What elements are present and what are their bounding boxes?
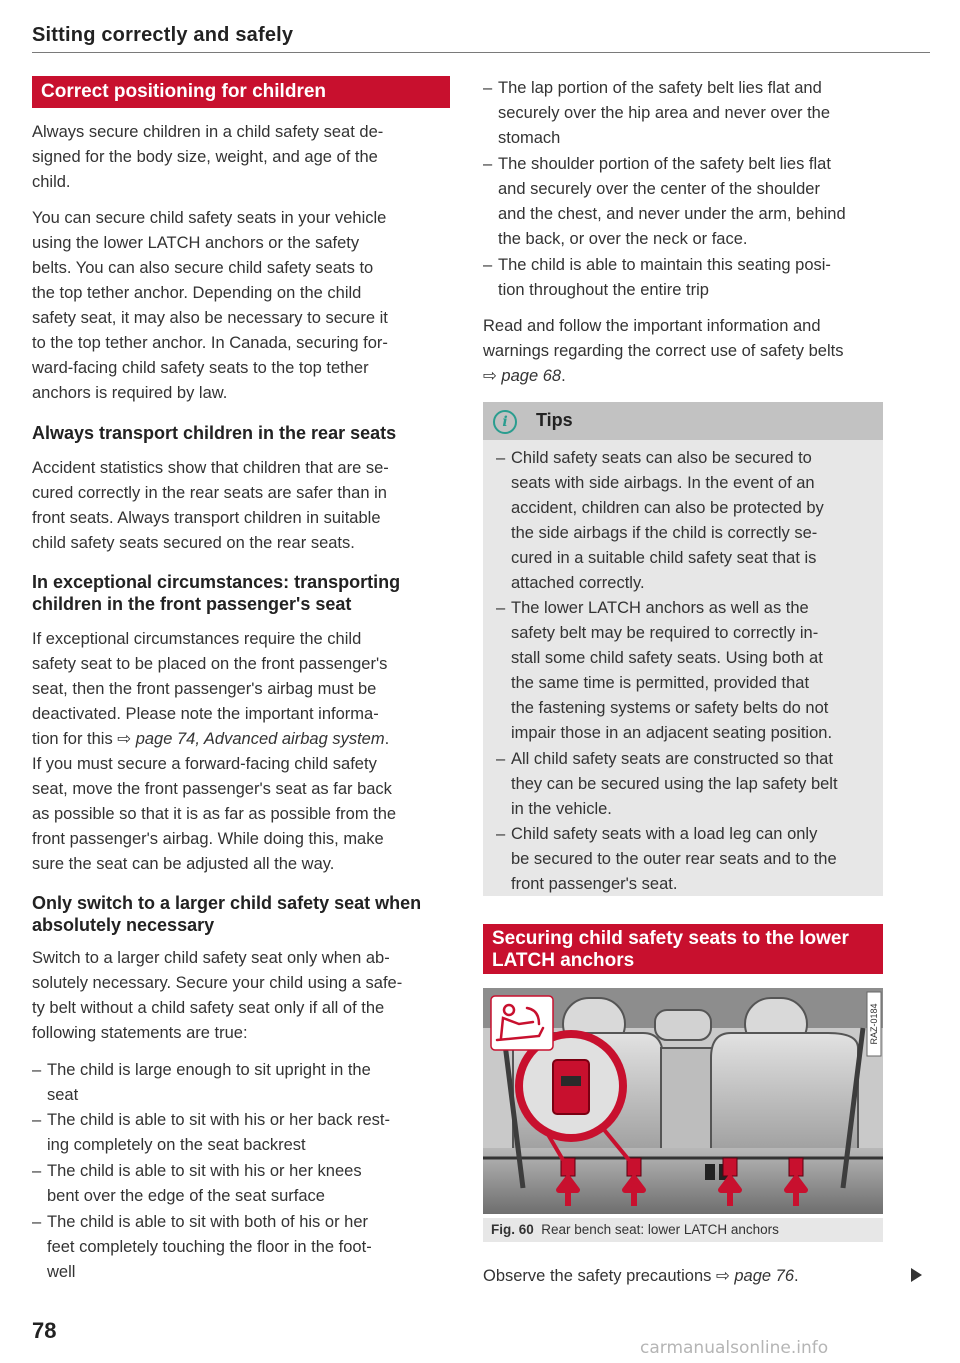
text-line: All child safety seats are constructed so that <box>511 750 833 768</box>
latch-paragraph <box>32 206 462 406</box>
text-line: signed for the body size, weight, and age of the <box>32 148 378 166</box>
text-line: The child is able to sit with his or her back rest- <box>47 1111 390 1129</box>
list-item <box>32 1058 462 1108</box>
text-line: the back, or over the neck or face. <box>498 230 748 248</box>
subheading-exceptional <box>32 571 462 615</box>
text-line: stomach <box>498 129 561 147</box>
text-line: solutely necessary. Secure your child using a safe- <box>32 974 403 992</box>
figure-caption-label: Fig. 60 <box>491 1222 534 1237</box>
tips-title: Tips <box>536 410 573 430</box>
text-line: feet completely touching the floor in the foot- <box>47 1238 372 1256</box>
text-line: child safety seats secured on the rear seats. <box>32 534 355 552</box>
page-76-link[interactable]: ⇨ page 76 <box>715 1267 795 1285</box>
text-line: following statements are true: <box>32 1024 248 1042</box>
section-title-correct-positioning <box>32 76 450 108</box>
text-line: Child safety seats with a load leg can only <box>511 825 818 843</box>
bullet-dash: – <box>483 256 493 274</box>
text-line: they can be secured using the lap safety belt <box>511 775 838 793</box>
text-line-with-ref <box>32 727 462 752</box>
backrest-center <box>661 1048 713 1158</box>
bullet-dash: – <box>483 155 493 173</box>
text-line: cured correctly in the rear seats are safer than in <box>32 484 387 502</box>
text-line: to the top tether anchor. In Canada, securing for- <box>32 334 388 352</box>
text-line: deactivated. Please note the important informa- <box>32 705 379 723</box>
text-line: The child is able to sit with his or her knees <box>47 1162 362 1180</box>
rear-bench-seat-illustration <box>483 988 883 1214</box>
next-page-arrow-icon[interactable] <box>911 1268 922 1282</box>
text-fragment: . <box>794 1267 799 1285</box>
bullet-dash: – <box>32 1213 42 1231</box>
text-line: The lower LATCH anchors as well as the <box>511 599 809 617</box>
page-number: 78 <box>32 1318 57 1343</box>
bullet-dash: – <box>32 1162 42 1180</box>
bullet-dash: – <box>32 1111 42 1129</box>
text-line: front seats. Always transport children in suitable <box>32 509 381 527</box>
page-header-title: Sitting correctly and safely <box>32 24 294 46</box>
text-line: ty belt without a child safety seat only if all of the <box>32 999 385 1017</box>
latch-anchor-1 <box>561 1158 575 1176</box>
read-follow-paragraph <box>483 314 903 389</box>
figure-caption-text: Rear bench seat: lower LATCH anchors <box>541 1222 779 1237</box>
text-line: front passenger's airbag. While doing this, make <box>32 830 384 848</box>
text-line: securely over the hip area and never over the <box>498 104 831 122</box>
figure-caption <box>483 1218 883 1242</box>
text-line: the fastening systems or safety belts do not <box>511 699 829 717</box>
text-line-with-ref <box>483 364 903 389</box>
text-fragment: . <box>561 367 566 385</box>
text-line: the side airbags if the child is correctly se- <box>511 524 818 542</box>
figure-rear-bench-seat <box>483 988 883 1214</box>
latch-anchor-bar <box>561 1076 581 1086</box>
latch-anchor-4 <box>789 1158 803 1176</box>
text-line: in the vehicle. <box>511 800 612 818</box>
text-line: seats with side airbags. In the event of an <box>511 474 815 492</box>
page-74-link[interactable]: ⇨ page 74, Advanced airbag system <box>117 730 385 748</box>
tips-box <box>483 402 883 896</box>
text-line: In exceptional circumstances: transporting <box>32 572 401 592</box>
text-line: ing completely on the seat backrest <box>47 1136 306 1154</box>
text-line: using the lower LATCH anchors or the safety <box>32 234 360 252</box>
text-line: Read and follow the important information and <box>483 317 821 335</box>
text-line: Child safety seats can also be secured to <box>511 449 812 467</box>
list-item <box>483 253 893 303</box>
text-line: impair those in an adjacent seating position. <box>511 724 833 742</box>
text-line: The lap portion of the safety belt lies flat and <box>498 79 822 97</box>
text-line: anchors is required by law. <box>32 384 228 402</box>
section-title-text: Correct positioning for children <box>41 81 327 102</box>
text-line: Securing child safety seats to the lower <box>492 928 849 949</box>
text-line: safety belt may be required to correctly in- <box>511 624 819 642</box>
bullet-dash: – <box>496 449 506 467</box>
bullet-dash: – <box>483 79 493 97</box>
intro-paragraph <box>32 120 462 195</box>
larger-seat-paragraph <box>32 946 462 1046</box>
text-line: as possible so that it is as far as possible from the <box>32 805 397 823</box>
text-line: Only switch to a larger child safety seat when <box>32 893 422 913</box>
list-item <box>496 596 881 746</box>
text-line: The child is able to sit with both of his or her <box>47 1213 368 1231</box>
text-line: You can secure child safety seats in your vehicle <box>32 209 387 227</box>
figure-code: RAZ-0184 <box>869 1003 879 1045</box>
text-line: safety seat to be placed on the front passenger's <box>32 655 388 673</box>
list-item <box>483 152 893 252</box>
text-line: If you must secure a forward-facing child safety <box>32 755 377 773</box>
text-line: accident, children can also be protected by <box>511 499 824 517</box>
text-line: safety seat, it may also be necessary to secure it <box>32 309 388 327</box>
bullet-dash: – <box>32 1061 42 1079</box>
text-line: The child is able to maintain this seating posi- <box>498 256 831 274</box>
text-line: warnings regarding the correct use of safety belts <box>483 342 844 360</box>
text-line: sure the seat can be adjusted all the way. <box>32 855 335 873</box>
bullet-dash: – <box>496 750 506 768</box>
observe-paragraph <box>483 1264 903 1289</box>
section-title-latch-anchors <box>483 924 883 974</box>
text-line: The child is large enough to sit upright in the <box>47 1061 371 1079</box>
bullet-dash: – <box>496 825 506 843</box>
text-line: children in the front passenger's seat <box>32 594 352 614</box>
list-item <box>32 1108 462 1158</box>
list-item <box>496 822 881 897</box>
text-line: Switch to a larger child safety seat only when ab- <box>32 949 390 967</box>
text-line: and the chest, and never under the arm, behind <box>498 205 846 223</box>
bullet-dash: – <box>496 599 506 617</box>
text-line: absolutely necessary <box>32 915 215 935</box>
text-line: the same time is permitted, provided that <box>511 674 810 692</box>
text-line: the top tether anchor. Depending on the child <box>32 284 362 302</box>
text-line: seat <box>47 1086 79 1104</box>
latch-anchor-detail <box>553 1060 589 1114</box>
text-line: ward-facing child safety seats to the top tether <box>32 359 369 377</box>
list-item <box>496 446 881 596</box>
backrest-right <box>711 1033 858 1158</box>
text-line: seat, move the front passenger's seat as far back <box>32 780 392 798</box>
list-item <box>32 1210 462 1285</box>
page-header <box>32 24 930 53</box>
text-line: stall some child safety seats. Using both at <box>511 649 823 667</box>
latch-anchor-2 <box>627 1158 641 1176</box>
text-line: The shoulder portion of the safety belt lies flat <box>498 155 831 173</box>
info-icon: i <box>493 410 517 434</box>
text-line: Accident statistics show that children that are se- <box>32 459 389 477</box>
text-line: belts. You can also secure child safety seats to <box>32 259 374 277</box>
text-line: LATCH anchors <box>492 950 635 971</box>
list-item <box>32 1159 462 1209</box>
buckle-center-1 <box>705 1164 715 1180</box>
text-fragment: tion for this <box>32 730 118 748</box>
text-fragment: Observe the safety precautions <box>483 1267 716 1285</box>
text-line: well <box>47 1263 76 1281</box>
text-line: front passenger's seat. <box>511 875 678 893</box>
text-line: and securely over the center of the shoulder <box>498 180 820 198</box>
text-line: cured in a suitable child safety seat that is <box>511 549 817 567</box>
exceptional-paragraph <box>32 627 462 877</box>
subheading-larger-seat <box>32 892 462 936</box>
text-line: tion throughout the entire trip <box>498 281 709 299</box>
text-line: If exceptional circumstances require the child <box>32 630 362 648</box>
list-item <box>496 747 881 822</box>
rear-seats-paragraph <box>32 456 462 556</box>
watermark: carmanualsonline.info <box>640 1338 829 1358</box>
text-line: Always secure children in a child safety seat de- <box>32 123 384 141</box>
text-line: child. <box>32 173 71 191</box>
subheading-rear-seats: Always transport children in the rear seats <box>32 423 397 443</box>
headrest-center <box>655 1010 711 1040</box>
page-68-link[interactable]: ⇨ page 68 <box>483 367 562 385</box>
tips-header <box>483 402 883 440</box>
text-line: attached correctly. <box>511 574 645 592</box>
text-line: bent over the edge of the seat surface <box>47 1187 325 1205</box>
text-line: seat, then the front passenger's airbag must be <box>32 680 377 698</box>
text-fragment: . <box>384 730 390 748</box>
text-line: be secured to the outer rear seats and to the <box>511 850 837 868</box>
list-item <box>483 76 893 151</box>
latch-anchor-3 <box>723 1158 737 1176</box>
